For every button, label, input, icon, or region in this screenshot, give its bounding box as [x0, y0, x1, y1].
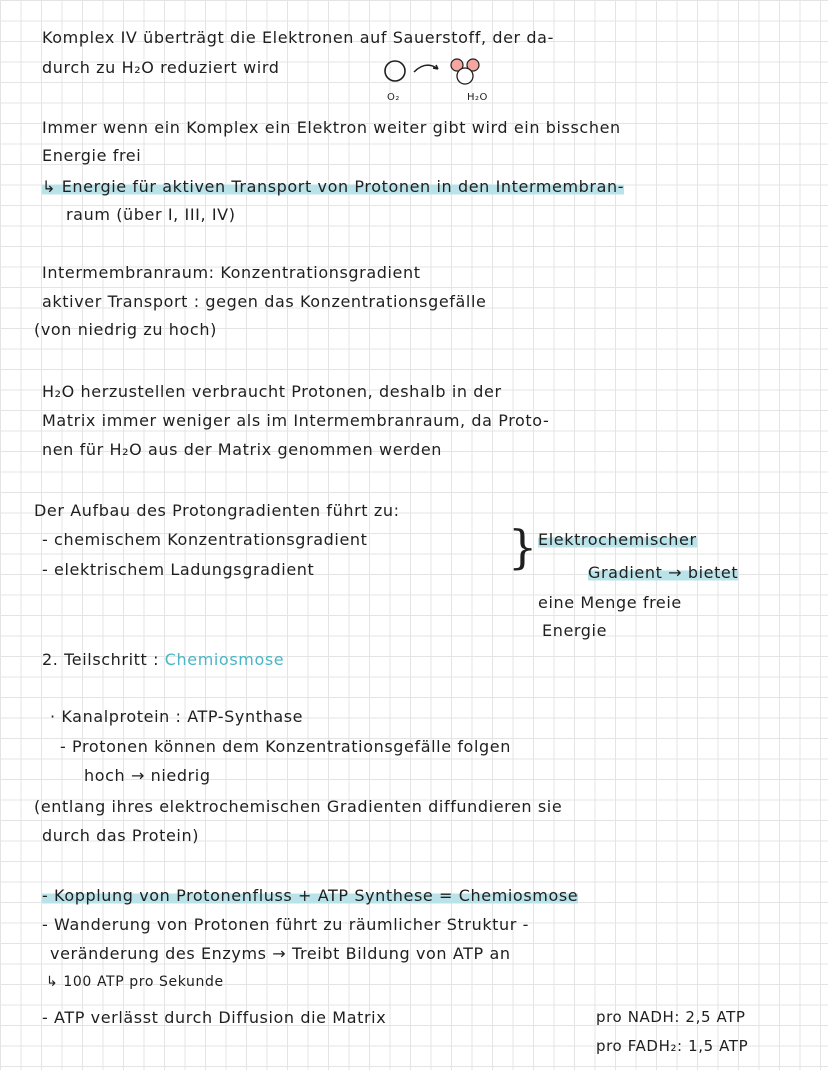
note-line: Immer wenn ein Komplex ein Elektron weiter gibt wird ein bisschen	[42, 118, 621, 137]
oxygen-atom	[385, 61, 405, 81]
note-line: ↳ 100 ATP pro Sekunde	[46, 974, 224, 990]
note-line: · Kanalprotein : ATP-Synthase	[50, 707, 304, 726]
note-line: veränderung des Enzyms → Treibt Bildung von ATP an	[50, 944, 511, 963]
note-line: nen für H₂O aus der Matrix genommen werden	[42, 440, 443, 459]
note-line: - Protonen können dem Konzentrationsgefälle folgen	[60, 737, 511, 756]
note-line: hoch → niedrig	[84, 766, 211, 785]
note-line: eine Menge freie	[538, 593, 682, 612]
note-line: H₂O herzustellen verbraucht Protonen, deshalb in der	[42, 382, 502, 401]
note-line: pro FADH₂: 1,5 ATP	[596, 1037, 749, 1055]
note-line: (entlang ihres elektrochemischen Gradienten diffundieren sie	[34, 797, 563, 816]
note-line: Gradient → bietet	[588, 563, 739, 582]
o2-label: O₂	[387, 92, 400, 103]
note-line: aktiver Transport : gegen das Konzentrationsgefälle	[42, 292, 487, 311]
note-line: Energie	[542, 621, 608, 640]
note-line: - Kopplung von Protonenfluss + ATP Synthese = Chemiosmose	[42, 886, 579, 905]
curly-brace-icon: }	[508, 520, 538, 574]
note-line: Intermembranraum: Konzentrationsgradient	[42, 263, 421, 282]
note-line: - Wanderung von Protonen führt zu räumlicher Struktur -	[42, 915, 530, 934]
note-line: durch das Protein)	[42, 826, 200, 845]
arrow-icon	[414, 65, 438, 72]
note-line: - ATP verlässt durch Diffusion die Matrix	[42, 1008, 387, 1027]
note-line: Komplex IV überträgt die Elektronen auf Sauerstoff, der da-	[42, 28, 554, 47]
note-line: - elektrischem Ladungsgradient	[42, 560, 315, 579]
note-line: Energie frei	[42, 146, 142, 165]
note-line: pro NADH: 2,5 ATP	[596, 1008, 746, 1026]
h2o-label: H₂O	[467, 92, 488, 103]
note-line: Matrix immer weniger als im Intermembranraum, da Proto-	[42, 411, 550, 430]
note-line: durch zu H₂O reduziert wird	[42, 58, 280, 77]
note-line: ↳ Energie für aktiven Transport von Protonen in den Intermembran-	[42, 177, 625, 196]
note-line: Elektrochemischer	[538, 530, 697, 549]
note-line: - chemischem Konzentrationsgradient	[42, 530, 368, 549]
note-line: (von niedrig zu hoch)	[34, 320, 217, 339]
note-line: raum (über I, III, IV)	[66, 205, 236, 224]
oxygen-atom	[457, 68, 473, 84]
section-heading: 2. Teilschritt : Chemiosmose	[42, 650, 285, 669]
note-line: Der Aufbau des Protongradienten führt zu:	[34, 501, 400, 520]
